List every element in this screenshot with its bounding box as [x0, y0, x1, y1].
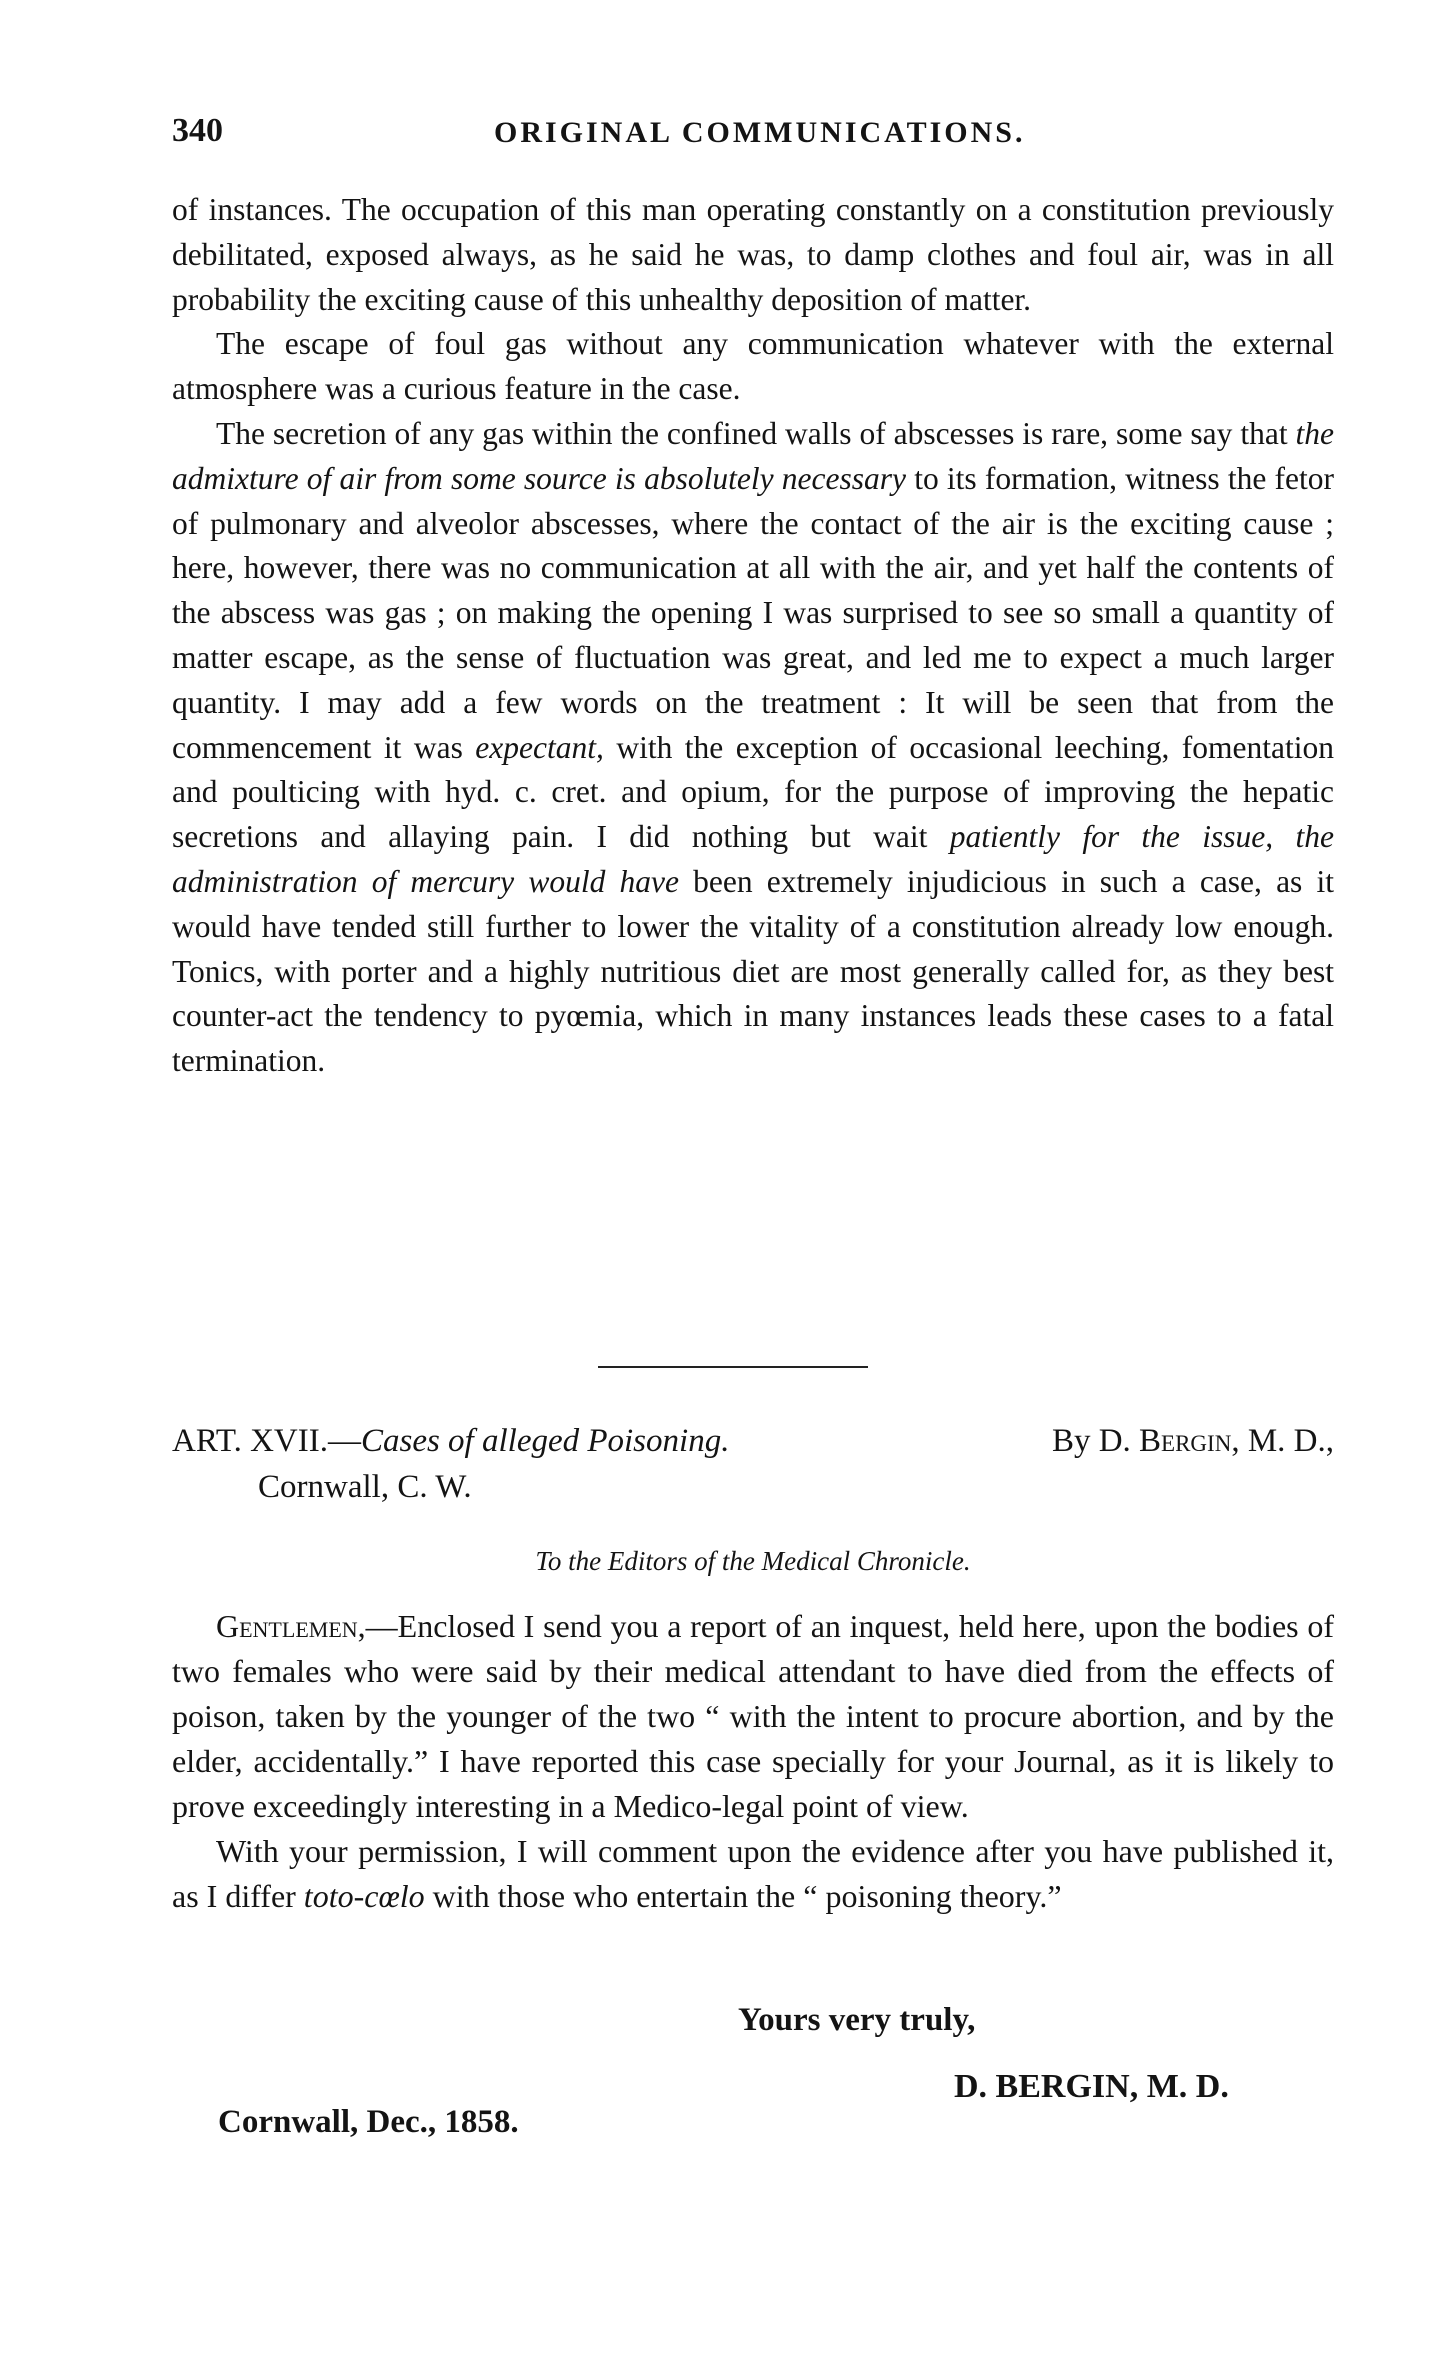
letter-closing: Yours very truly,	[738, 2002, 976, 2038]
page-header	[172, 112, 1332, 156]
byline-prefix: By D.	[1051, 1423, 1140, 1459]
paragraph-3-italic-3: patiently for the issue, the administration of mercury would have	[172, 819, 1334, 899]
paragraph-2: The escape of foul gas without any communication whatever with the external atmosphere was a curious feature in the case.	[172, 326, 1334, 407]
author-degree: , M. D.,	[1231, 1423, 1334, 1459]
running-head: ORIGINAL COMMUNICATIONS.	[494, 116, 1026, 149]
page-number: 340	[172, 112, 223, 149]
author-name: Bergin	[1139, 1423, 1232, 1459]
article-number: ART. XVII.—	[172, 1423, 361, 1459]
paragraph-3-italic-1: the admixture of air from some source is absolutely necessary	[172, 415, 1334, 496]
paragraph-1: of instances. The occupation of this man operating constantly on a constitution previously debilitated, exposed always, as he said he was, to damp clothes and foul air, was in all probability the exciting cause of this unhealthy deposition of matter.	[172, 192, 1334, 317]
section-divider	[598, 1366, 868, 1368]
letter-salutation: Gentlemen,	[216, 1608, 366, 1644]
letter-dateline: Cornwall, Dec., 1858.	[218, 2104, 519, 2140]
letter-paragraph-2-part-b: with those who entertain the “ poisoning theory.”	[424, 1878, 1062, 1914]
paragraph-3-part-c: with the exception of occasional leeching, fomentation and poulticing with hyd. c. cret. and opium, for the purpose of improving the hepatic secretions and allaying pain. I did nothing but wait	[172, 729, 1334, 855]
article-title: Cases of alleged Poisoning.	[360, 1423, 730, 1459]
letter-body	[172, 1604, 1334, 1919]
letter-paragraph-1	[172, 1604, 1334, 1829]
paragraph-3-part-b: to its formation, witness the fetor of pulmonary and alveolor abscesses, where the contact of the air is the exciting cause ; here, however, there was no communication at all with the air, and yet half the contents of the abscess was gas ; on making the opening I was surprised to see so small a quantity of matter escape, as the sense of fluctuation was great, and led me to expect a much larger quantity. I may add a few words on the treatment : It will be seen that from the commencement it was	[172, 460, 1334, 765]
paragraph-3-part-a: The secretion of any gas within the confined walls of abscesses is rare, some say that	[216, 415, 1296, 451]
letter-addressee: To the Editors of the Medical Chronicle.	[535, 1546, 971, 1576]
letter-paragraph-2-italic: toto-cœlo	[303, 1878, 425, 1914]
continued-article-text	[172, 188, 1334, 1084]
author-location: Cornwall, C. W.	[258, 1469, 472, 1505]
letter-paragraph-2-part-a: With your permission, I will comment upon the evidence after you have published it, as I differ	[172, 1833, 1334, 1914]
paragraph-3-italic-2: expectant,	[475, 729, 604, 765]
article-byline	[1052, 1418, 1334, 1464]
letter-signature: D. BERGIN, M. D.	[954, 2068, 1229, 2105]
letter-paragraph-2	[172, 1829, 1334, 1919]
article-heading-line-1	[172, 1418, 1334, 1464]
article-heading	[172, 1418, 1334, 1510]
letter-paragraph-1-text: —Enclosed I send you a report of an inquest, held here, upon the bodies of two females who were said by their medical attendant to have died from the effects of poison, taken by the younger of the two “ with the intent to procure abortion, and by the elder, accidentally.” I have reported this case specially for your Journal, as it is likely to prove exceedingly interesting in a Medico-legal point of view.	[172, 1608, 1334, 1824]
paragraph-3	[172, 412, 1334, 1084]
paragraph-3-part-d: been extremely injudicious in such a case, as it would have tended still further to lower the vitality of a constitution already low enough. Tonics, with porter and a highly nutritious diet are most generally called for, as they best counter-act the tendency to pyœmia, which in many instances leads these cases to a fatal termination.	[172, 863, 1334, 1079]
